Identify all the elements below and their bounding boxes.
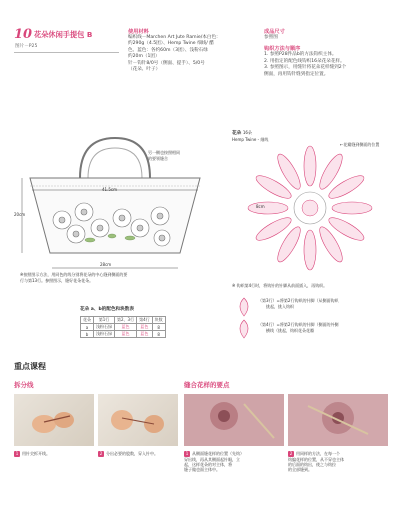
materials-line-0: 编织线－Marchen Art Jute Ramie/本白色： [128,35,221,40]
header-divider [14,52,119,53]
note-row3b: 挑起，挑入钩织 [266,304,294,309]
materials-line-5: （花朵、叶子） [128,67,161,73]
lesson-title: 重点课程 [14,362,46,371]
photo-step1 [14,394,94,446]
bag-handle-outer [80,138,150,178]
pattern-photo-ref: 图片－P25 [15,44,38,49]
dim-bottom-label: 28cm [100,262,112,267]
caption-step1: 1 用针尖拆开线。 [15,451,50,456]
lesson-sec1-title: 拆分线 [14,381,34,389]
pattern-title: 花朵休闲手提包 B [34,30,93,39]
col-header: 第1行 [94,317,115,324]
flower-petal [304,230,316,270]
materials-section [128,28,258,73]
flower-title: 花朵 16朵 [232,130,252,136]
materials-line-1: 约290g（4.5团）、Hemp Twine 细线/ 醋 [128,41,214,47]
caption-step4: 2 用同样的方法，在每一个 钩编花样的位置，从不穿也主体 的后面的钩出，使之与钩拉 的全部缝到。 [288,451,344,472]
pattern-number: 10 [14,27,33,42]
color-table-title: 花朵 a、b的配色和块数表 [80,307,134,312]
table-row [81,331,166,338]
col-header: 块数 [152,317,165,324]
bag-handle-inner [88,148,142,178]
lesson-sec2-title: 缝合花样的要点 [184,381,230,389]
flower-note-right: ←花瓣缝到侧面的位置 [340,142,380,147]
table-cell: 蓝色 [115,324,137,331]
size-line-0: 参照图 [264,35,278,40]
color-table [80,316,166,338]
materials-line-2: 色、蓝色：各约60m（3团）、浅粉石绿 [128,47,208,53]
flower-petal [304,146,316,186]
caption-step2: 2 分出必要的股数，穿入针中。 [99,451,158,456]
handle-note-2: 的要领缝合 [148,156,168,161]
bag-footnote-2: 行与第13行。参照图示，缝好花朵花朵。 [20,278,94,283]
note-row4b: 横线（挑起，钩织花朵花瓣 [266,328,314,333]
materials-line-3: 约20m（1团） [128,54,160,60]
method-line-2: 3. 参照图示，用缝针将花朵花样缝到2个 [264,65,347,71]
caption-step3: 1 从侧面缝花样的位置（先钩） 穿出线，再从其侧面起针眼，立 起，这样花朵的对主体，将 缝子做也面主体中。 [184,451,244,472]
materials-title: 使用材料 [128,29,149,35]
method-line-0: 1. 参照P28件品b的方法钩织主体。 [264,52,337,58]
dim-top-label: 41.5cm [102,187,118,192]
table-cell: 蓝色 [137,324,153,331]
table-cell: 8 [152,331,165,338]
col-header: 花朵 [81,317,94,324]
table-cell: 浅粉石绿 [94,331,115,338]
flower-petal [332,202,372,214]
photo-step4 [288,394,388,446]
table-cell: 8 [152,324,165,331]
table-cell: b [81,331,94,338]
method-title: 钩织方法与顺序 [264,46,301,53]
bag-footnote-1: ※按照图示方法，用同色的线分别将花朵的中心缝到侧面的要 [20,272,128,277]
dim-height-label: 20cm [14,212,26,217]
flower-footnote: ※ 钩织第4行时，将钩针的针脚从前面插入，再钩织。 [232,283,328,288]
color-table-header [81,317,166,324]
col-header: 第2、3行 [115,317,137,324]
size-section [264,28,394,78]
method-line-3: 侧面，再用钩针缝到指定位置。 [264,71,329,77]
note-row3: （第3行）=将第2行钩织的针脚（从侧面钩织 [258,298,339,303]
photo-step2 [98,394,178,446]
table-cell: 蓝色 [115,331,137,338]
table-cell: 浅粉石绿 [94,324,115,331]
size-title: 成品尺寸 [264,29,285,35]
handle-note-1: 另一侧也按照相同 [148,150,180,155]
flower-petal [248,202,288,214]
note-row4: （第4行）=将第2行钩织的针脚（侧面的外侧 [258,322,339,327]
materials-line-4: 针－钩针8/0号（侧面、提手）、5/0号 [128,60,205,66]
table-cell: 蓝色 [137,331,153,338]
method-line-1: 2. 用指定的配色线钩织16朵花朵花样。 [264,58,345,64]
col-header: 第4行 [137,317,153,324]
table-row [81,324,166,331]
petal-detail-diagram [234,296,254,340]
flower-material: Hemp Twine - 细线 [232,137,269,142]
table-cell: a [81,324,94,331]
flower-size-label: 8cm [256,204,265,209]
photo-step3 [184,394,284,446]
